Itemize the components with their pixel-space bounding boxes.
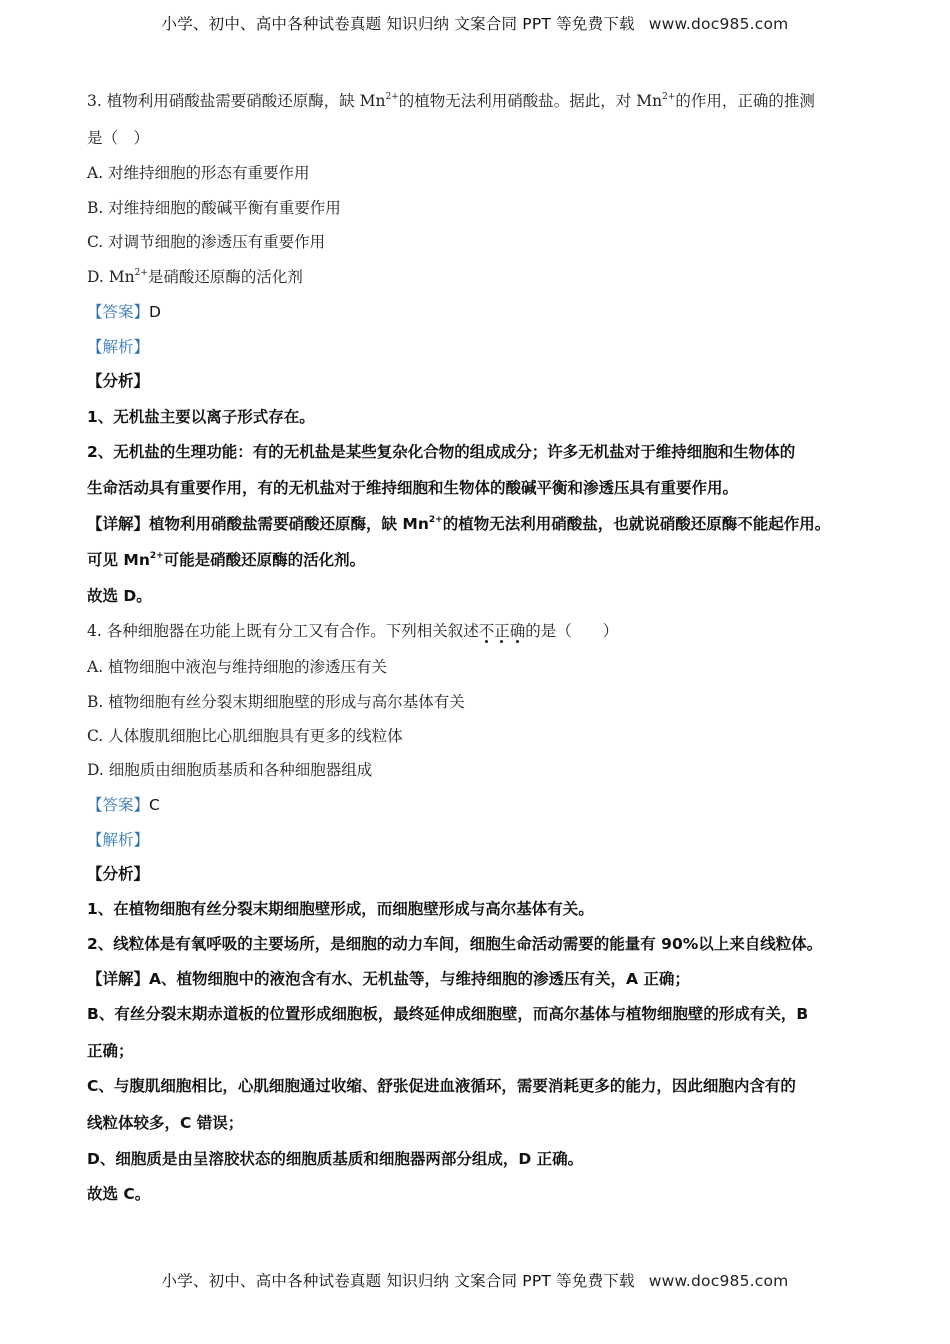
q4-answer [87, 794, 160, 816]
q3-stem-text-b: 的植物无法利用硝酸盐。据此，对 Mn [398, 92, 663, 110]
q4-stem-emphasis-1-text: 不 [478, 622, 495, 640]
q4-stem-text-a: 4. 各种细胞器在功能上既有分工又有合作。下列相关叙述 [87, 622, 479, 640]
q4-stem-text-b: 的是（ ） [525, 622, 619, 640]
q4-fenxi-heading: 【分析】 [87, 865, 150, 883]
q3-option-c: C. 对调节细胞的渗透压有重要作用 [87, 233, 326, 251]
q3-stem-line1 [87, 90, 815, 112]
q4-stem-emphasis-2 [494, 622, 510, 640]
footer-banner-text: 小学、初中、高中各种试卷真题 知识归纳 文案合同 PPT 等免费下载 [161, 1272, 635, 1290]
q4-detail-d: D、细胞质是由呈溶胶状态的细胞质基质和细胞器两部分组成，D 正确。 [87, 1150, 584, 1168]
q4-detail-c-line2: 线粒体较多，C 错误； [87, 1114, 244, 1132]
footer-banner-site[interactable]: www.doc985.com [648, 1272, 789, 1290]
q4-answer-value: C [149, 796, 160, 814]
q3-answer-value: D [149, 303, 161, 321]
header-banner [0, 12, 950, 34]
q4-option-a: A. 植物细胞中液泡与维持细胞的渗透压有关 [87, 658, 388, 676]
header-banner-site[interactable]: www.doc985.com [648, 15, 789, 33]
q4-detail-c-line1: C、与腹肌细胞相比，心肌细胞通过收缩、舒张促进血液循环，需要消耗更多的能力，因此细胞内含有的 [87, 1077, 796, 1095]
q3-detail-tag: 【详解】 [87, 515, 150, 533]
q3-detail-text-a: 植物利用硝酸盐需要硝酸还原酶，缺 Mn [149, 515, 429, 533]
q4-detail-b-line1: B、有丝分裂末期赤道板的位置形成细胞板，最终延伸成细胞壁，而高尔基体与植物细胞壁的形成有关，B [87, 1005, 809, 1023]
q3-detail-text-c: 可见 Mn [87, 551, 150, 569]
q4-answer-tag: 【答案】 [87, 796, 150, 814]
footer-banner [0, 1269, 950, 1291]
q3-stem-line2: 是（ ） [87, 129, 150, 147]
q3-detail-line2 [87, 549, 365, 571]
q4-stem [87, 620, 618, 642]
q4-stem-emphasis-2-text: 正 [494, 622, 510, 640]
q4-option-d: D. 细胞质由细胞质基质和各种细胞器组成 [87, 761, 373, 779]
q3-detail-superscript-1: 2+ [428, 515, 443, 525]
q3-detail-line1 [87, 513, 830, 535]
q3-option-d-text-a: D. Mn [87, 268, 135, 286]
q4-stem-emphasis-3-text: 确 [509, 622, 526, 640]
q4-option-c: C. 人体腹肌细胞比心肌细胞具有更多的线粒体 [87, 727, 403, 745]
q4-point-2: 2、线粒体是有氧呼吸的主要场所，是细胞的动力车间，细胞生命活动需要的能量有 90%以上来自线粒体。 [87, 935, 823, 953]
q3-point-1: 1、无机盐主要以离子形式存在。 [87, 408, 315, 426]
emphasis-dot-icon [500, 640, 503, 643]
q3-stem-text-a: 3. 植物利用硝酸盐需要硝酸还原酶，缺 Mn [87, 92, 386, 110]
q4-stem-emphasis-1 [479, 622, 495, 640]
q4-point-1: 1、在植物细胞有丝分裂末期细胞壁形成，而细胞壁形成与高尔基体有关。 [87, 900, 594, 918]
q3-point-2-line1: 2、无机盐的生理功能：有的无机盐是某些复杂化合物的组成成分；许多无机盐对于维持细胞和生物体的 [87, 443, 796, 461]
q4-detail-a [87, 968, 690, 990]
q3-option-a: A. 对维持细胞的形态有重要作用 [87, 164, 310, 182]
q3-detail-text-b: 的植物无法利用硝酸盐，也就说硝酸还原酶不能起作用。 [442, 515, 831, 533]
q3-stem-superscript-1: 2+ [385, 92, 399, 102]
q3-answer [87, 301, 161, 323]
q3-stem-text-c: 的作用，正确的推测 [675, 92, 815, 110]
q3-option-d-text-b: 是硝酸还原酶的活化剂 [147, 268, 303, 286]
q3-answer-tag: 【答案】 [87, 303, 150, 321]
q3-detail-text-d: 可能是硝酸还原酶的活化剂。 [163, 551, 366, 569]
q3-conclusion: 故选 D。 [87, 587, 152, 605]
q3-option-d-superscript: 2+ [134, 268, 148, 278]
q3-option-d [87, 266, 303, 288]
emphasis-dot-icon [516, 640, 519, 643]
q4-stem-emphasis-3 [510, 622, 526, 640]
q3-analysis-tag: 【解析】 [87, 338, 150, 356]
q3-detail-superscript-2: 2+ [149, 551, 164, 561]
q4-option-b: B. 植物细胞有丝分裂末期细胞壁的形成与高尔基体有关 [87, 693, 465, 711]
q3-option-b: B. 对维持细胞的酸碱平衡有重要作用 [87, 199, 341, 217]
q3-fenxi-heading: 【分析】 [87, 372, 150, 390]
q4-detail-a-text: A、植物细胞中的液泡含有水、无机盐等，与维持细胞的渗透压有关，A 正确； [149, 970, 690, 988]
q4-conclusion: 故选 C。 [87, 1185, 151, 1203]
q4-detail-tag: 【详解】 [87, 970, 150, 988]
q4-detail-b-line2: 正确； [87, 1042, 134, 1060]
emphasis-dot-icon [485, 640, 488, 643]
header-banner-text: 小学、初中、高中各种试卷真题 知识归纳 文案合同 PPT 等免费下载 [161, 15, 635, 33]
q3-point-2-line2: 生命活动具有重要作用，有的无机盐对于维持细胞和生物体的酸碱平衡和渗透压具有重要作用。 [87, 479, 739, 497]
q3-stem-superscript-2: 2+ [662, 92, 676, 102]
q4-analysis-tag: 【解析】 [87, 831, 150, 849]
